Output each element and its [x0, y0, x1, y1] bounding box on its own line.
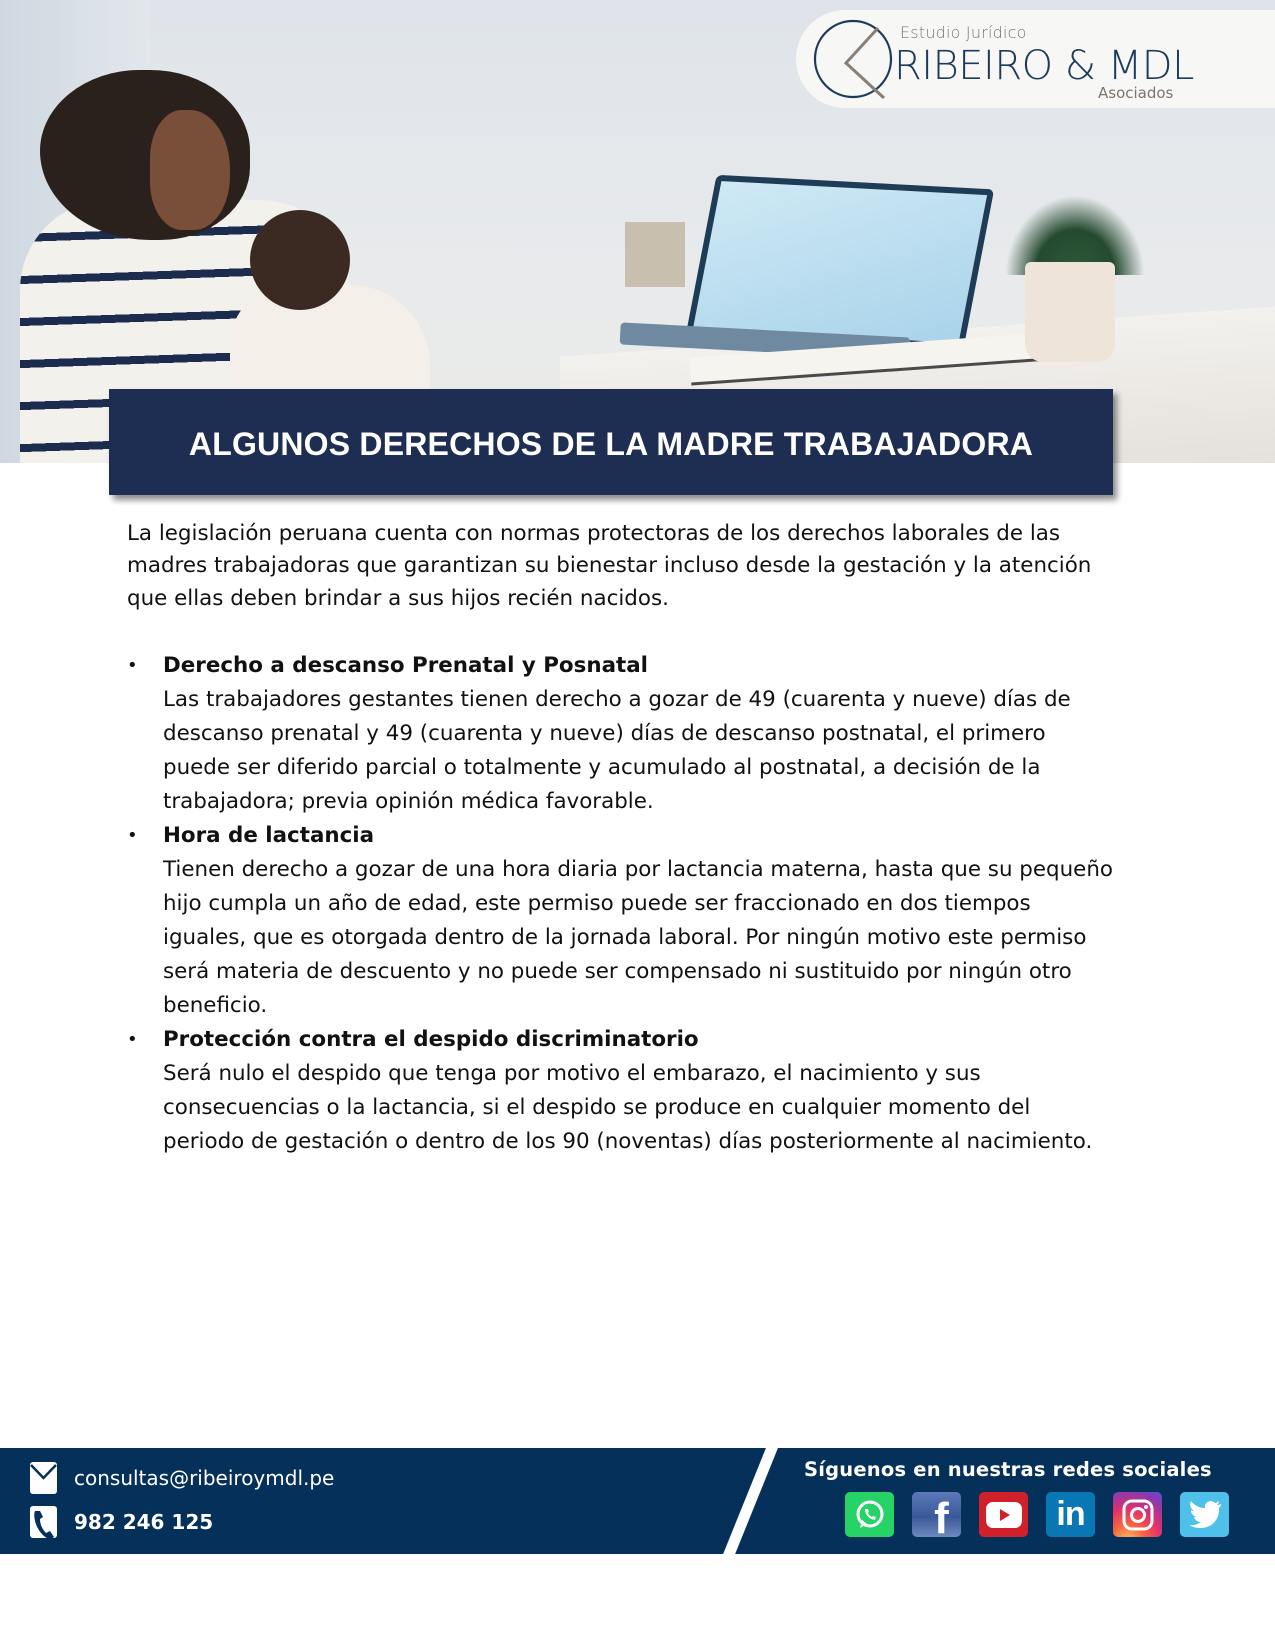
linkedin-icon[interactable]: in [1046, 1492, 1095, 1537]
bullet-icon: • [127, 825, 138, 847]
photo-mother-face [150, 110, 230, 230]
intro-paragraph: La legislación peruana cuenta con normas protectoras de los derechos laborales de las madres trabajadoras que garantizan su bienestar incluso desde la gestación y la atención que ellas deben brindar a sus hijos recién nacidos. [127, 521, 1092, 611]
photo-baby-head [250, 210, 350, 310]
phone-icon [30, 1506, 57, 1538]
page-title: ALGUNOS DERECHOS DE LA MADRE TRABAJADORA [188, 425, 1034, 462]
bullet-icon: • [127, 1029, 138, 1051]
footer [0, 1448, 1275, 1554]
youtube-icon[interactable] [979, 1492, 1028, 1537]
logo-sub-text: Asociados [1098, 84, 1174, 102]
right-description: Será nulo el despido que tenga por motivo el embarazo, el nacimiento y sus consecuencias o la lactancia, si el despido se produce en cualquier momento del periodo de gestación o dentro de los 90 (noventas) días posteriormente al nacimiento. [163, 1061, 1093, 1155]
logo-main-text: RIBEIRO & MDL [894, 43, 1194, 89]
logo-top-text: Estudio Jurídico [900, 23, 1027, 42]
right-title: Hora de lactancia [163, 823, 375, 849]
right-title: Protección contra el despido discriminatorio [163, 1027, 699, 1053]
list-item [127, 1023, 1117, 1159]
photo-plant-pot [1025, 262, 1115, 362]
right-description: Las trabajadores gestantes tienen derecho a gozar de 49 (cuarenta y nueve) días de descanso prenatal y 49 (cuarenta y nueve) días de descanso postnatal, el primero puede ser diferido parcial o totalmente y acumulado al postnatal, a decisión de la trabajadora; previa opinión médica favorable. [163, 687, 1071, 815]
right-title: Derecho a descanso Prenatal y Posnatal [163, 653, 649, 679]
photo-laptop-screen [686, 175, 994, 349]
email-link[interactable]: consultas@ribeiroymdl.pe [74, 1466, 335, 1490]
photo-pencil-cup [625, 222, 685, 287]
instagram-icon[interactable] [1113, 1492, 1162, 1537]
contact-phone[interactable] [30, 1506, 213, 1538]
list-item [127, 649, 1117, 819]
twitter-icon[interactable] [1180, 1492, 1229, 1537]
right-description: Tienen derecho a gozar de una hora diaria por lactancia materna, hasta que su pequeño hijo cumpla un año de edad, este permiso puede ser fraccionado en dos tiempos iguales, que es otorgada dentro de la jornada laboral. Por ningún motivo este permiso será materia de descuento y no puede ser compensado ni sustituido por ningún otro beneficio. [163, 857, 1113, 1019]
envelope-icon [30, 1462, 57, 1494]
title-banner [109, 389, 1113, 495]
list-item [127, 819, 1117, 1023]
whatsapp-icon[interactable] [845, 1492, 894, 1537]
phone-number[interactable]: 982 246 125 [74, 1510, 214, 1534]
contact-email[interactable] [30, 1462, 334, 1494]
facebook-icon[interactable]: f [912, 1492, 961, 1537]
firm-logo [796, 10, 1275, 108]
logo-emblem-icon [812, 16, 898, 102]
footer-divider-slash [713, 1448, 782, 1554]
bullet-icon: • [127, 655, 138, 677]
social-links [845, 1492, 1229, 1543]
social-heading: Síguenos en nuestras redes sociales [804, 1458, 1212, 1481]
rights-list [127, 649, 1117, 1159]
document-body [127, 518, 1117, 1159]
